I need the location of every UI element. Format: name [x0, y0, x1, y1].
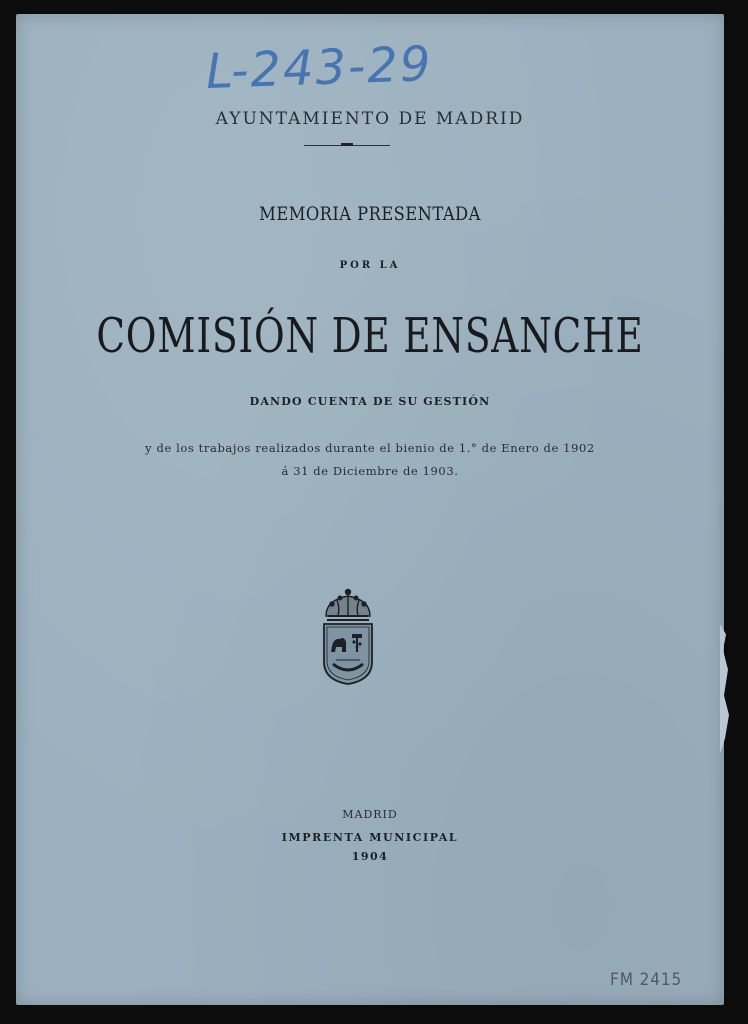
shelfmark-stamp: FM 2415 — [610, 970, 683, 990]
imprint-year: 1904 — [351, 850, 389, 863]
issuer-heading: AYUNTAMIENTO DE MADRID — [215, 109, 525, 129]
heading-memoria: MEMORIA PRESENTADA — [259, 203, 481, 225]
coat-of-arms-icon — [318, 586, 378, 686]
document-subtitle: DANDO CUENTA DE SU GESTIÓN — [249, 395, 491, 408]
description-line-2: á 31 de Diciembre de 1903. — [281, 464, 459, 478]
imprint-place: MADRID — [342, 808, 398, 821]
description-line-1: y de los trabajos realizados durante el bienio de 1.° de Enero de 1902 — [145, 441, 595, 455]
document-cover — [16, 14, 724, 1005]
ornamental-rule-center — [341, 143, 353, 146]
imprint-printer: IMPRENTA MUNICIPAL — [281, 831, 459, 844]
heading-por-la: POR LA — [339, 260, 401, 271]
torn-page-edge — [720, 624, 730, 754]
document-title: COMISIÓN DE ENSANCHE — [96, 308, 644, 364]
handwritten-reference: L-243-29 — [205, 36, 434, 100]
